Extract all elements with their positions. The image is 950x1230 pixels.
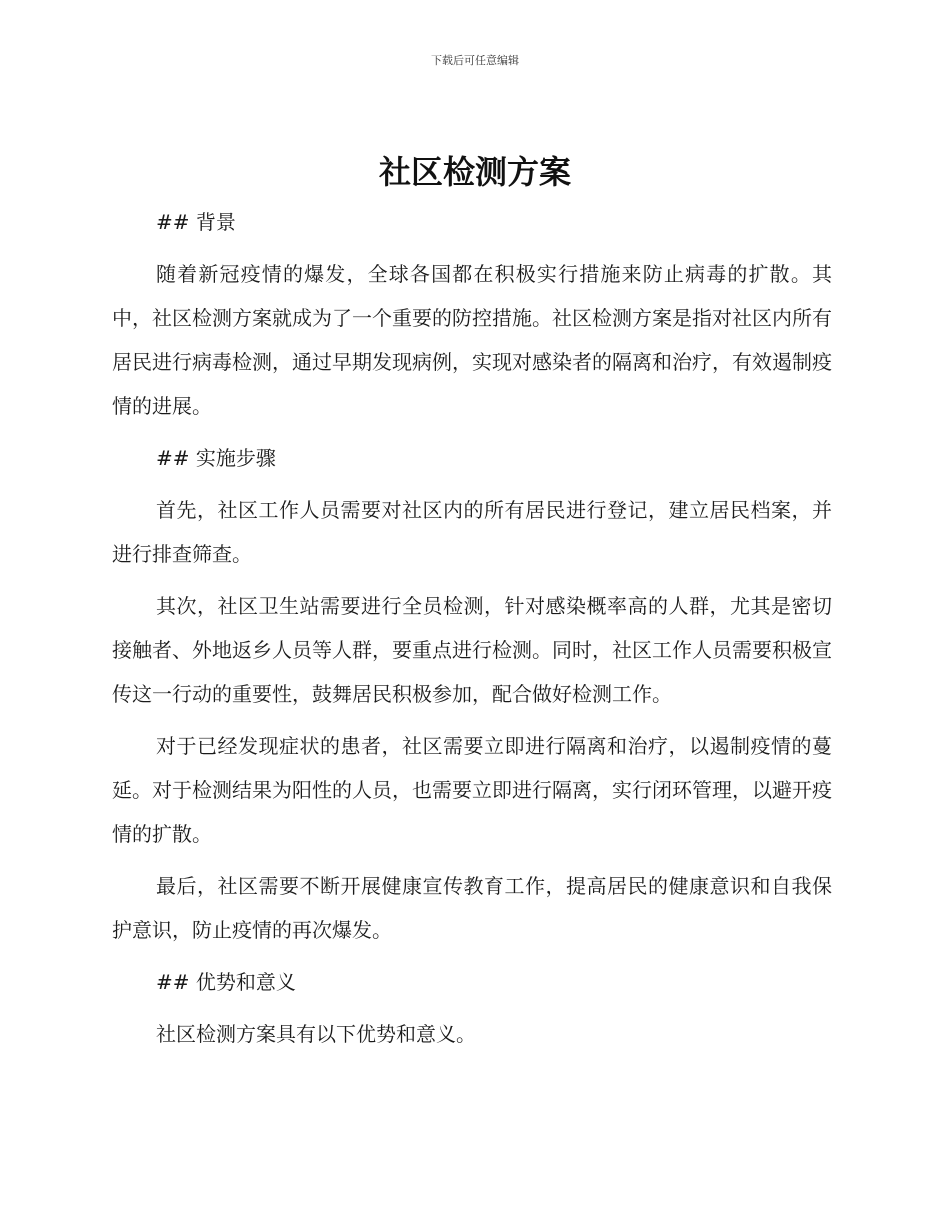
paragraph-advantages: 社区检测方案具有以下优势和意义。 <box>156 1022 476 1046</box>
paragraph-step-last: 最后，社区需要不断开展健康宣传教育工作，提高居民的健康意识和自我保护意识，防止疫情的再次爆发。 <box>112 874 832 942</box>
section-heading-steps: ## 实施步骤 <box>156 446 276 470</box>
document-body <box>112 200 832 1064</box>
paragraph-step-second: 其次，社区卫生站需要进行全员检测，针对感染概率高的人群，尤其是密切接触者、外地返乡人员等人群，要重点进行检测。同时，社区工作人员需要积极宣传这一行动的重要性，鼓舞居民积极参加，配合做好检测工作。 <box>112 594 832 706</box>
paragraph-step-isolation: 对于已经发现症状的患者，社区需要立即进行隔离和治疗，以遏制疫情的蔓延。对于检测结果为阳性的人员，也需要立即进行隔离，实行闭环管理，以避开疫情的扩散。 <box>112 734 832 846</box>
paragraph-step-first: 首先，社区工作人员需要对社区内的所有居民进行登记，建立居民档案，并进行排查筛查。 <box>112 498 832 566</box>
section-heading-advantages: ## 优势和意义 <box>156 970 296 994</box>
paragraph-background: 随着新冠疫情的爆发，全球各国都在积极实行措施来防止病毒的扩散。其中，社区检测方案就成为了一个重要的防控措施。社区检测方案是指对社区内所有居民进行病毒检测，通过早期发现病例，实现对感染者的隔离和治疗，有效遏制疫情的进展。 <box>112 262 832 418</box>
section-heading-background: ## 背景 <box>156 210 236 234</box>
page-header-note: 下载后可任意编辑 <box>431 54 519 67</box>
document-title: 社区检测方案 <box>378 153 571 191</box>
